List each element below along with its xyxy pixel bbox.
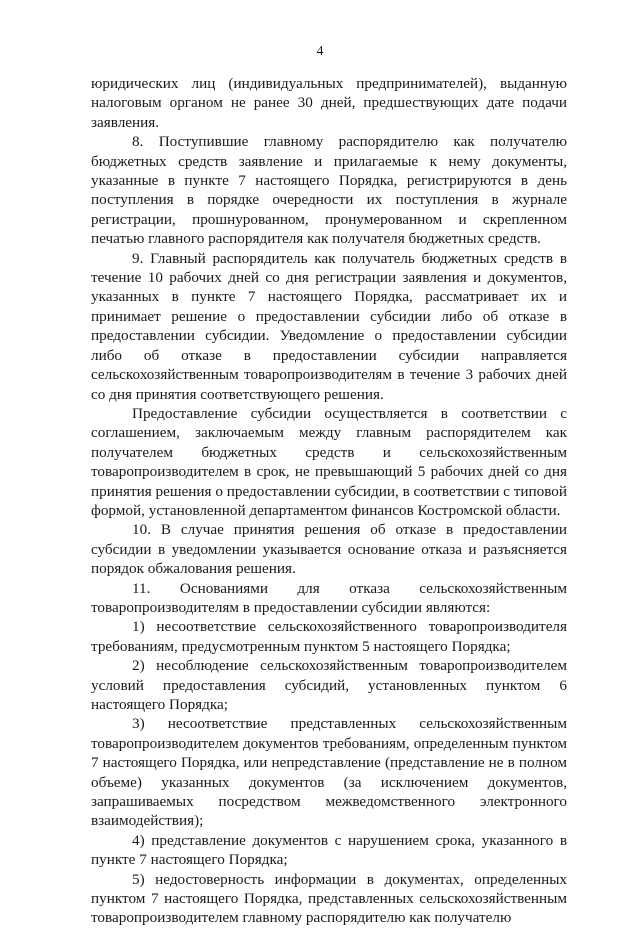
paragraph-subsidy-agreement: Предоставление субсидии осуществляется в соответствии с соглашением, заключаемым между главным распорядителем как получателем бюджетных средств и сельскохозяйственным товаропроизводителем в срок, не превышающий 5 рабочих дней со дня принятия решения о предоставлении субсидии, в соответствии с типовой формой, установленной департаментом финансов Костромской области. (91, 404, 567, 519)
document-body (91, 74, 567, 928)
list-item-5: 5) недостоверность информации в документах, определенных пунктом 7 настоящего Порядка, представленных сельскохозяйственным товаропроизводителем главному распорядителю как получателю (91, 870, 567, 927)
page-number: 4 (316, 44, 324, 59)
paragraph-item-11: 11. Основаниями для отказа сельскохозяйственным товаропроизводителям в предоставлении субсидии являются: (91, 579, 567, 616)
list-item-2: 2) несоблюдение сельскохозяйственным товаропроизводителем условий предоставления субсидий, установленных пунктом 6 настоящего Порядка; (91, 657, 567, 713)
list-item-3: 3) несоответствие представленных сельскохозяйственным товаропроизводителем документов требованиям, определенным пунктом 7 настоящего Порядка, или непредставление (представление не в полном объеме) указанных документов (за исключением документов, запрашиваемых посредством межведомственного электронного взаимодействия); (91, 715, 567, 830)
paragraph-continuation: юридических лиц (индивидуальных предпринимателей), выданную налоговым органом не ранее 30 дней, предшествующих дате подачи заявления. (91, 75, 567, 131)
paragraph-item-10: 10. В случае принятия решения об отказе в предоставлении субсидии в уведомлении указывается основание отказа и разъясняется порядок обжалования решения. (91, 521, 567, 578)
paragraph-item-9: 9. Главный распорядитель как получатель бюджетных средств в течение 10 рабочих дней со дня регистрации заявления и документов, указанных в пункте 7 настоящего Порядка, рассматривает их и принимает решение о предоставлении субсидии либо об отказе в предоставлении субсидии. Уведомление о предоставлении субсидии либо об отказе в предоставлении субсидии направляется сельскохозяйственным товаропроизводителям в течение 3 рабочих дней со дня принятия соответствующего решения. (91, 249, 567, 403)
list-item-4: 4) представление документов с нарушением срока, указанного в пункте 7 настоящего Порядка; (91, 831, 567, 869)
list-item-1: 1) несоответствие сельскохозяйственного товаропроизводителя требованиям, предусмотренным пунктом 5 настоящего Порядка; (91, 618, 567, 655)
paragraph-item-8: 8. Поступившие главному распорядителю как получателю бюджетных средств заявление и прилагаемые к нему документы, указанные в пункте 7 настоящего Порядка, регистрируются в день поступления в порядке очередности их поступления в журнале регистрации, прошнурованном, пронумерованном и скрепленном печатью главного распорядителя как получателя бюджетных средств. (91, 133, 567, 248)
